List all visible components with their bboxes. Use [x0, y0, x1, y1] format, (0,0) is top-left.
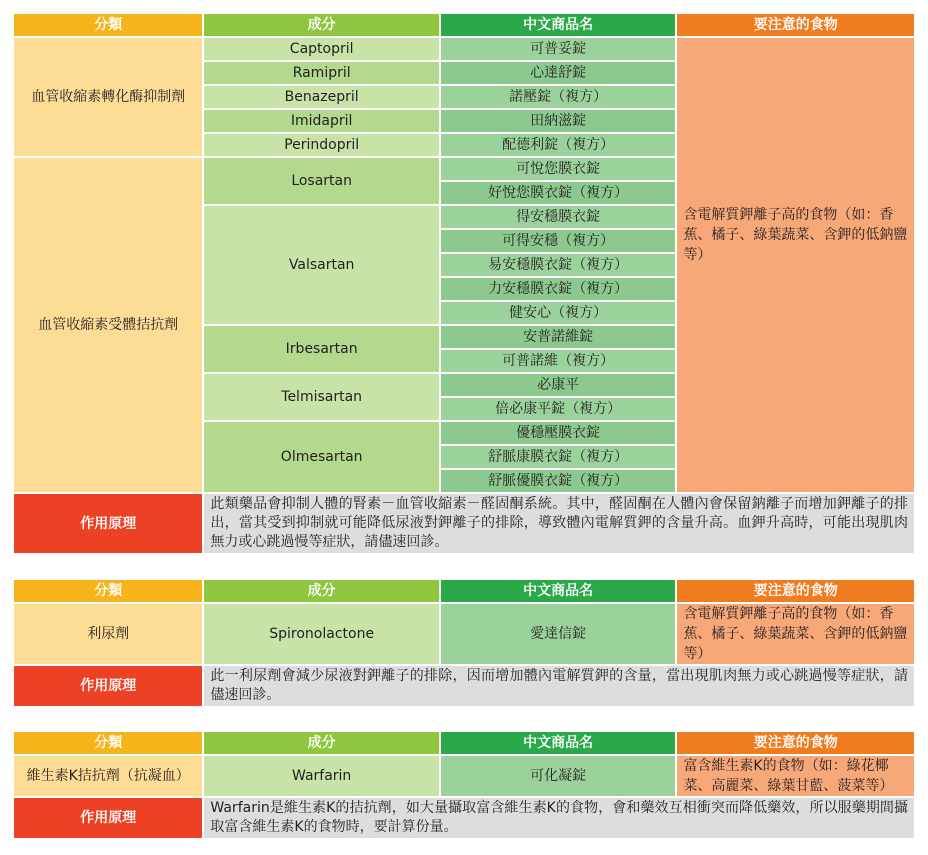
header-food: 要注意的食物: [677, 14, 914, 36]
brand-cell: 可普諾維（複方）: [441, 350, 676, 372]
ingredient-cell: Telmisartan: [204, 374, 439, 420]
ingredient-cell: Olmesartan: [204, 422, 439, 492]
food-cell: 含電解質鉀離子高的食物（如：香蕉、橘子、綠葉蔬菜、含鉀的低鈉鹽等）: [677, 38, 914, 492]
brand-cell: 可得安穩（複方）: [441, 230, 676, 252]
header-ingredient: 成分: [204, 732, 439, 754]
mechanism-text: 此一利尿劑會減少尿液對鉀離子的排除，因而增加體內電解質鉀的含量，當出現肌肉無力或心跳過慢等症狀，請儘速回診。: [204, 666, 914, 706]
ingredient-cell: Imidapril: [204, 110, 439, 132]
ingredient-cell: Irbesartan: [204, 326, 439, 372]
brand-cell: 倍必康平錠（複方）: [441, 398, 676, 420]
header-food: 要注意的食物: [677, 732, 914, 754]
mechanism-label: 作用原理: [14, 666, 202, 706]
brand-cell: 易安穩膜衣錠（複方）: [441, 254, 676, 276]
ingredient-cell: Benazepril: [204, 86, 439, 108]
header-ingredient: 成分: [204, 580, 439, 602]
table-row: [14, 38, 914, 60]
brand-cell: 配德利錠（複方）: [441, 134, 676, 156]
brand-cell: 可悅您膜衣錠: [441, 158, 676, 180]
category-cell: 血管收縮素轉化酶抑制劑: [14, 38, 202, 156]
brand-cell: 舒脈康膜衣錠（複方）: [441, 446, 676, 468]
ingredient-cell: Spironolactone: [204, 604, 439, 664]
category-cell: 維生素K拮抗劑（抗凝血）: [14, 756, 202, 796]
brand-cell: 安普諾維錠: [441, 326, 676, 348]
header-category: 分類: [14, 580, 202, 602]
table-header-row: [14, 732, 914, 754]
brand-cell: 田納滋錠: [441, 110, 676, 132]
brand-cell: 舒脈優膜衣錠（複方）: [441, 470, 676, 492]
mechanism-label: 作用原理: [14, 798, 202, 838]
brand-cell: 愛達信錠: [441, 604, 676, 664]
table-vitamin-k: [12, 730, 916, 840]
food-cell: 富含維生素K的食物（如：綠花椰菜、高麗菜、綠葉甘藍、菠菜等）: [677, 756, 914, 796]
brand-cell: 力安穩膜衣錠（複方）: [441, 278, 676, 300]
brand-cell: 得安穩膜衣錠: [441, 206, 676, 228]
brand-cell: 可化凝錠: [441, 756, 676, 796]
header-brand: 中文商品名: [441, 580, 676, 602]
table-diuretic: [12, 578, 916, 708]
header-category: 分類: [14, 14, 202, 36]
category-cell: 血管收縮素受體拮抗劑: [14, 158, 202, 492]
brand-cell: 必康平: [441, 374, 676, 396]
header-brand: 中文商品名: [441, 732, 676, 754]
table-row: [14, 756, 914, 796]
food-cell: 含電解質鉀離子高的食物（如：香蕉、橘子、綠葉蔬菜、含鉀的低鈉鹽等）: [677, 604, 914, 664]
brand-cell: 優穩壓膜衣錠: [441, 422, 676, 444]
header-category: 分類: [14, 732, 202, 754]
table-header-row: [14, 580, 914, 602]
mechanism-text: Warfarin是維生素K的拮抗劑，如大量攝取富含維生素K的食物，會和藥效互相衝突而降低藥效，所以服藥期間攝取富含維生素K的食物時，要計算份量。: [204, 798, 914, 838]
ingredient-cell: Warfarin: [204, 756, 439, 796]
header-brand: 中文商品名: [441, 14, 676, 36]
ingredient-cell: Valsartan: [204, 206, 439, 324]
ingredient-cell: Captopril: [204, 38, 439, 60]
brand-cell: 諾壓錠（複方）: [441, 86, 676, 108]
brand-cell: 好悅您膜衣錠（複方）: [441, 182, 676, 204]
brand-cell: 可普妥錠: [441, 38, 676, 60]
table-header-row: [14, 14, 914, 36]
category-cell: 利尿劑: [14, 604, 202, 664]
header-food: 要注意的食物: [677, 580, 914, 602]
ingredient-cell: Ramipril: [204, 62, 439, 84]
ingredient-cell: Losartan: [204, 158, 439, 204]
mechanism-label: 作用原理: [14, 494, 202, 553]
table-row: [14, 604, 914, 664]
mechanism-row: [14, 666, 914, 706]
table-ace-arb: [12, 12, 916, 555]
brand-cell: 健安心（複方）: [441, 302, 676, 324]
header-ingredient: 成分: [204, 14, 439, 36]
mechanism-text: 此類藥品會抑制人體的腎素－血管收縮素－醛固酮系統。其中，醛固酮在人體內會保留鈉離子而增加鉀離子的排出，當其受到抑制就可能降低尿液對鉀離子的排除，導致體內電解質鉀的含量升高。血鉀升高時，可能出現肌肉無力或心跳過慢等症狀，請儘速回診。: [204, 494, 914, 553]
mechanism-row: [14, 798, 914, 838]
brand-cell: 心達舒錠: [441, 62, 676, 84]
mechanism-row: [14, 494, 914, 553]
ingredient-cell: Perindopril: [204, 134, 439, 156]
